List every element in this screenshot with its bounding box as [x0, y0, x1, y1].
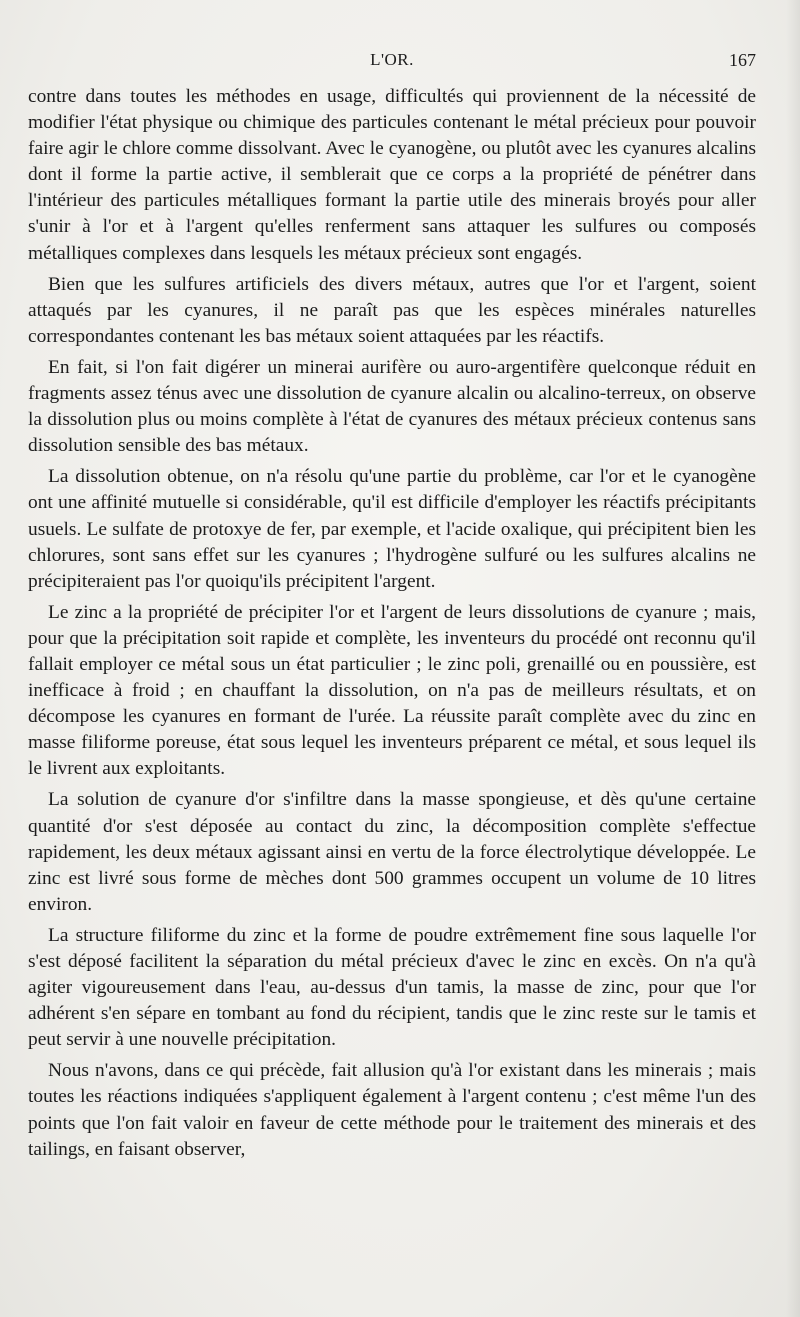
- paragraph-4: La dissolution obtenue, on n'a résolu qu'une partie du problème, car l'or et le cyanogène ont une affinité mutuelle si considérable, qu'il est difficile d'employer les réactifs précipitants usuels. Le sulfate de protoxye de fer, par exemple, et l'acide oxalique, qui précipitent bien les chlorures, sont sans effet sur les cyanures ; l'hydrogène sulfuré ou les sulfures alcalins ne précipiteraient pas l'or quoiqu'ils précipitent l'argent.: [28, 466, 756, 592]
- paragraph-3: En fait, si l'on fait digérer un minerai aurifère ou auro-argentifère quelconque réduit en fragments assez ténus avec une dissolution de cyanure alcalin ou alcalino-terreux, on observe la dissolution plus ou moins complète à l'état de cyanures des métaux précieux contenus sans dissolution sensible des bas métaux.: [28, 356, 756, 457]
- page-edge-shadow: [786, 0, 800, 1317]
- paragraph-1: contre dans toutes les méthodes en usage, difficultés qui proviennent de la nécessité de modifier l'état physique ou chimique des particules contenant le métal précieux pour pouvoir faire agir le chlore comme dissolvant. Avec le cyanogène, ou plutôt avec les cyanures alcalins dont il forme la partie active, il semblerait que ce corps a la propriété de pénétrer dans l'intérieur des particules métalliques formant la partie utile des minerais broyés pour aller s'unir à l'or et à l'argent qu'elles renferment sans attaquer les sulfures ou composés métalliques complexes dans lesquels les métaux précieux sont engagés.: [28, 86, 756, 264]
- paragraph-7: La structure filiforme du zinc et la forme de poudre extrêmement fine sous laquelle l'or s'est déposé facilitent la séparation du métal précieux d'avec le zinc en excès. On n'a qu'à agiter vigoureusement dans l'eau, au-dessus d'un tamis, la masse de zinc, pour que l'or adhérent s'en sépare en tombant au fond du récipient, tandis que le zinc reste sur le tamis et peut servir à une nouvelle précipitation.: [28, 924, 756, 1051]
- body-text: [28, 84, 756, 1168]
- running-title: L'OR.: [370, 50, 414, 69]
- page-number: 167: [729, 50, 756, 70]
- paragraph-2: Bien que les sulfures artificiels des divers métaux, autres que l'or et l'argent, soient attaqués par les cyanures, il ne paraît pas que les espèces minérales naturelles correspondantes contenant les bas métaux soient attaquées par les réactifs.: [28, 273, 756, 347]
- paragraph-8: Nous n'avons, dans ce qui précède, fait allusion qu'à l'or existant dans les minerais ; mais toutes les réactions indiquées s'appliquent également à l'argent contenu ; c'est même l'un des points que l'on fait valoir en faveur de cette méthode pour le traitement des minerais et des tailings, en faisant observer,: [28, 1060, 756, 1160]
- page-header: [28, 50, 756, 80]
- paragraph-5: Le zinc a la propriété de précipiter l'or et l'argent de leurs dissolutions de cyanure ; mais, pour que la précipitation soit rapide et complète, les inventeurs du procédé ont reconnu qu'il fallait employer ce métal sous un état particulier ; le zinc poli, grenaillé ou en poussière, est inefficace à froid ; en chauffant la dissolution, on n'a pas de meilleurs résultats, et on décompose les cyanures en formant de l'urée. La réussite paraît complète avec du zinc en masse filiforme poreuse, état sous lequel les inventeurs préparent ce métal, et sous lequel ils le livrent aux exploitants.: [28, 601, 756, 780]
- paragraph-6: La solution de cyanure d'or s'infiltre dans la masse spongieuse, et dès qu'une certaine quantité d'or s'est déposée au contact du zinc, la décomposition complète s'effectue rapidement, les deux métaux agissant ainsi en vertu de la force électrolytique développée. Le zinc est livré sous forme de mèches dont 500 grammes occupent un volume de 10 litres environ.: [28, 789, 756, 915]
